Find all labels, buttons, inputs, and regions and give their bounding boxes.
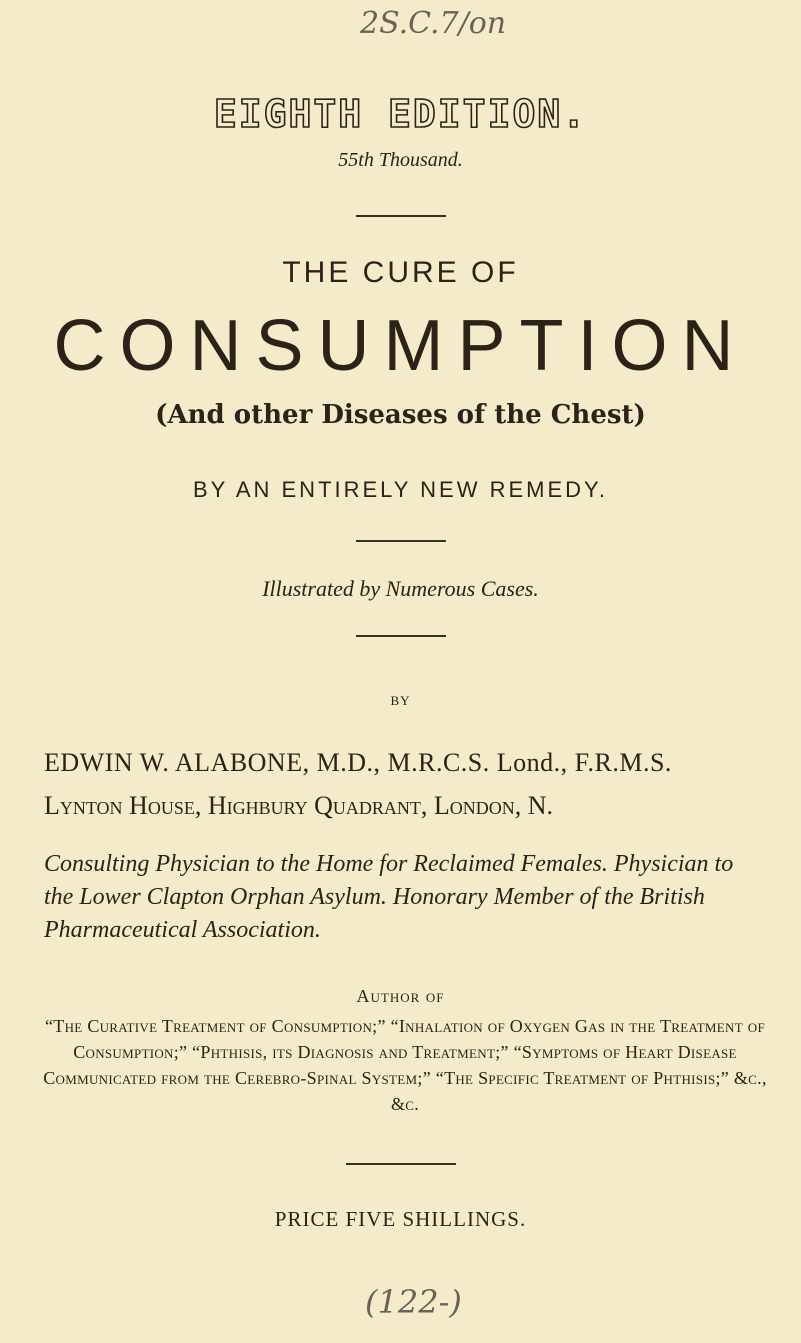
handwritten-shelfmark: 2S.C.7/on	[360, 6, 507, 41]
illustrated-line: Illustrated by Numerous Cases.	[262, 576, 539, 601]
price-line: PRICE FIVE SHILLINGS.	[274, 1207, 527, 1231]
author-works: “The Curative Treatment of Consumption;” “Inhalation of Oxygen Gas in the Treatment of Consumption;” “Phthisis, its Diagnosis and Treatment;” “Symptoms of Heart Disease Communicated from the Cerebro-Spinal System;” “The Specific Treatment of Phthisis;” &c., &c.	[43, 1016, 767, 1114]
main-title: CONSUMPTION	[53, 306, 748, 386]
divider-rule	[356, 215, 446, 217]
handwritten-number: (122-)	[365, 1283, 462, 1321]
cure-of-heading: THE CURE OF	[282, 256, 519, 289]
thousand-line: 55th Thousand.	[338, 149, 463, 171]
divider-rule	[356, 540, 446, 542]
by-label: BY	[390, 693, 411, 708]
author-of-label: Author of	[356, 986, 445, 1006]
divider-rule	[356, 635, 446, 637]
edition-line: EIGHTH EDITION.	[213, 92, 588, 136]
author-name: EDWIN W. ALABONE, M.D., M.R.C.S. Lond., F.R.M.S.	[44, 748, 672, 777]
subtitle: (And other Diseases of the Chest)	[155, 400, 646, 430]
author-appointments: Consulting Physician to the Home for Reclaimed Females. Physician to the Lower Clapton Orphan Asylum. Honorary Member of the British Pharmaceutical Association.	[44, 851, 734, 943]
new-remedy-line: BY AN ENTIRELY NEW REMEDY.	[192, 477, 609, 502]
divider-rule	[346, 1163, 456, 1165]
author-address: Lynton House, Highbury Quadrant, London, N.	[44, 791, 554, 820]
